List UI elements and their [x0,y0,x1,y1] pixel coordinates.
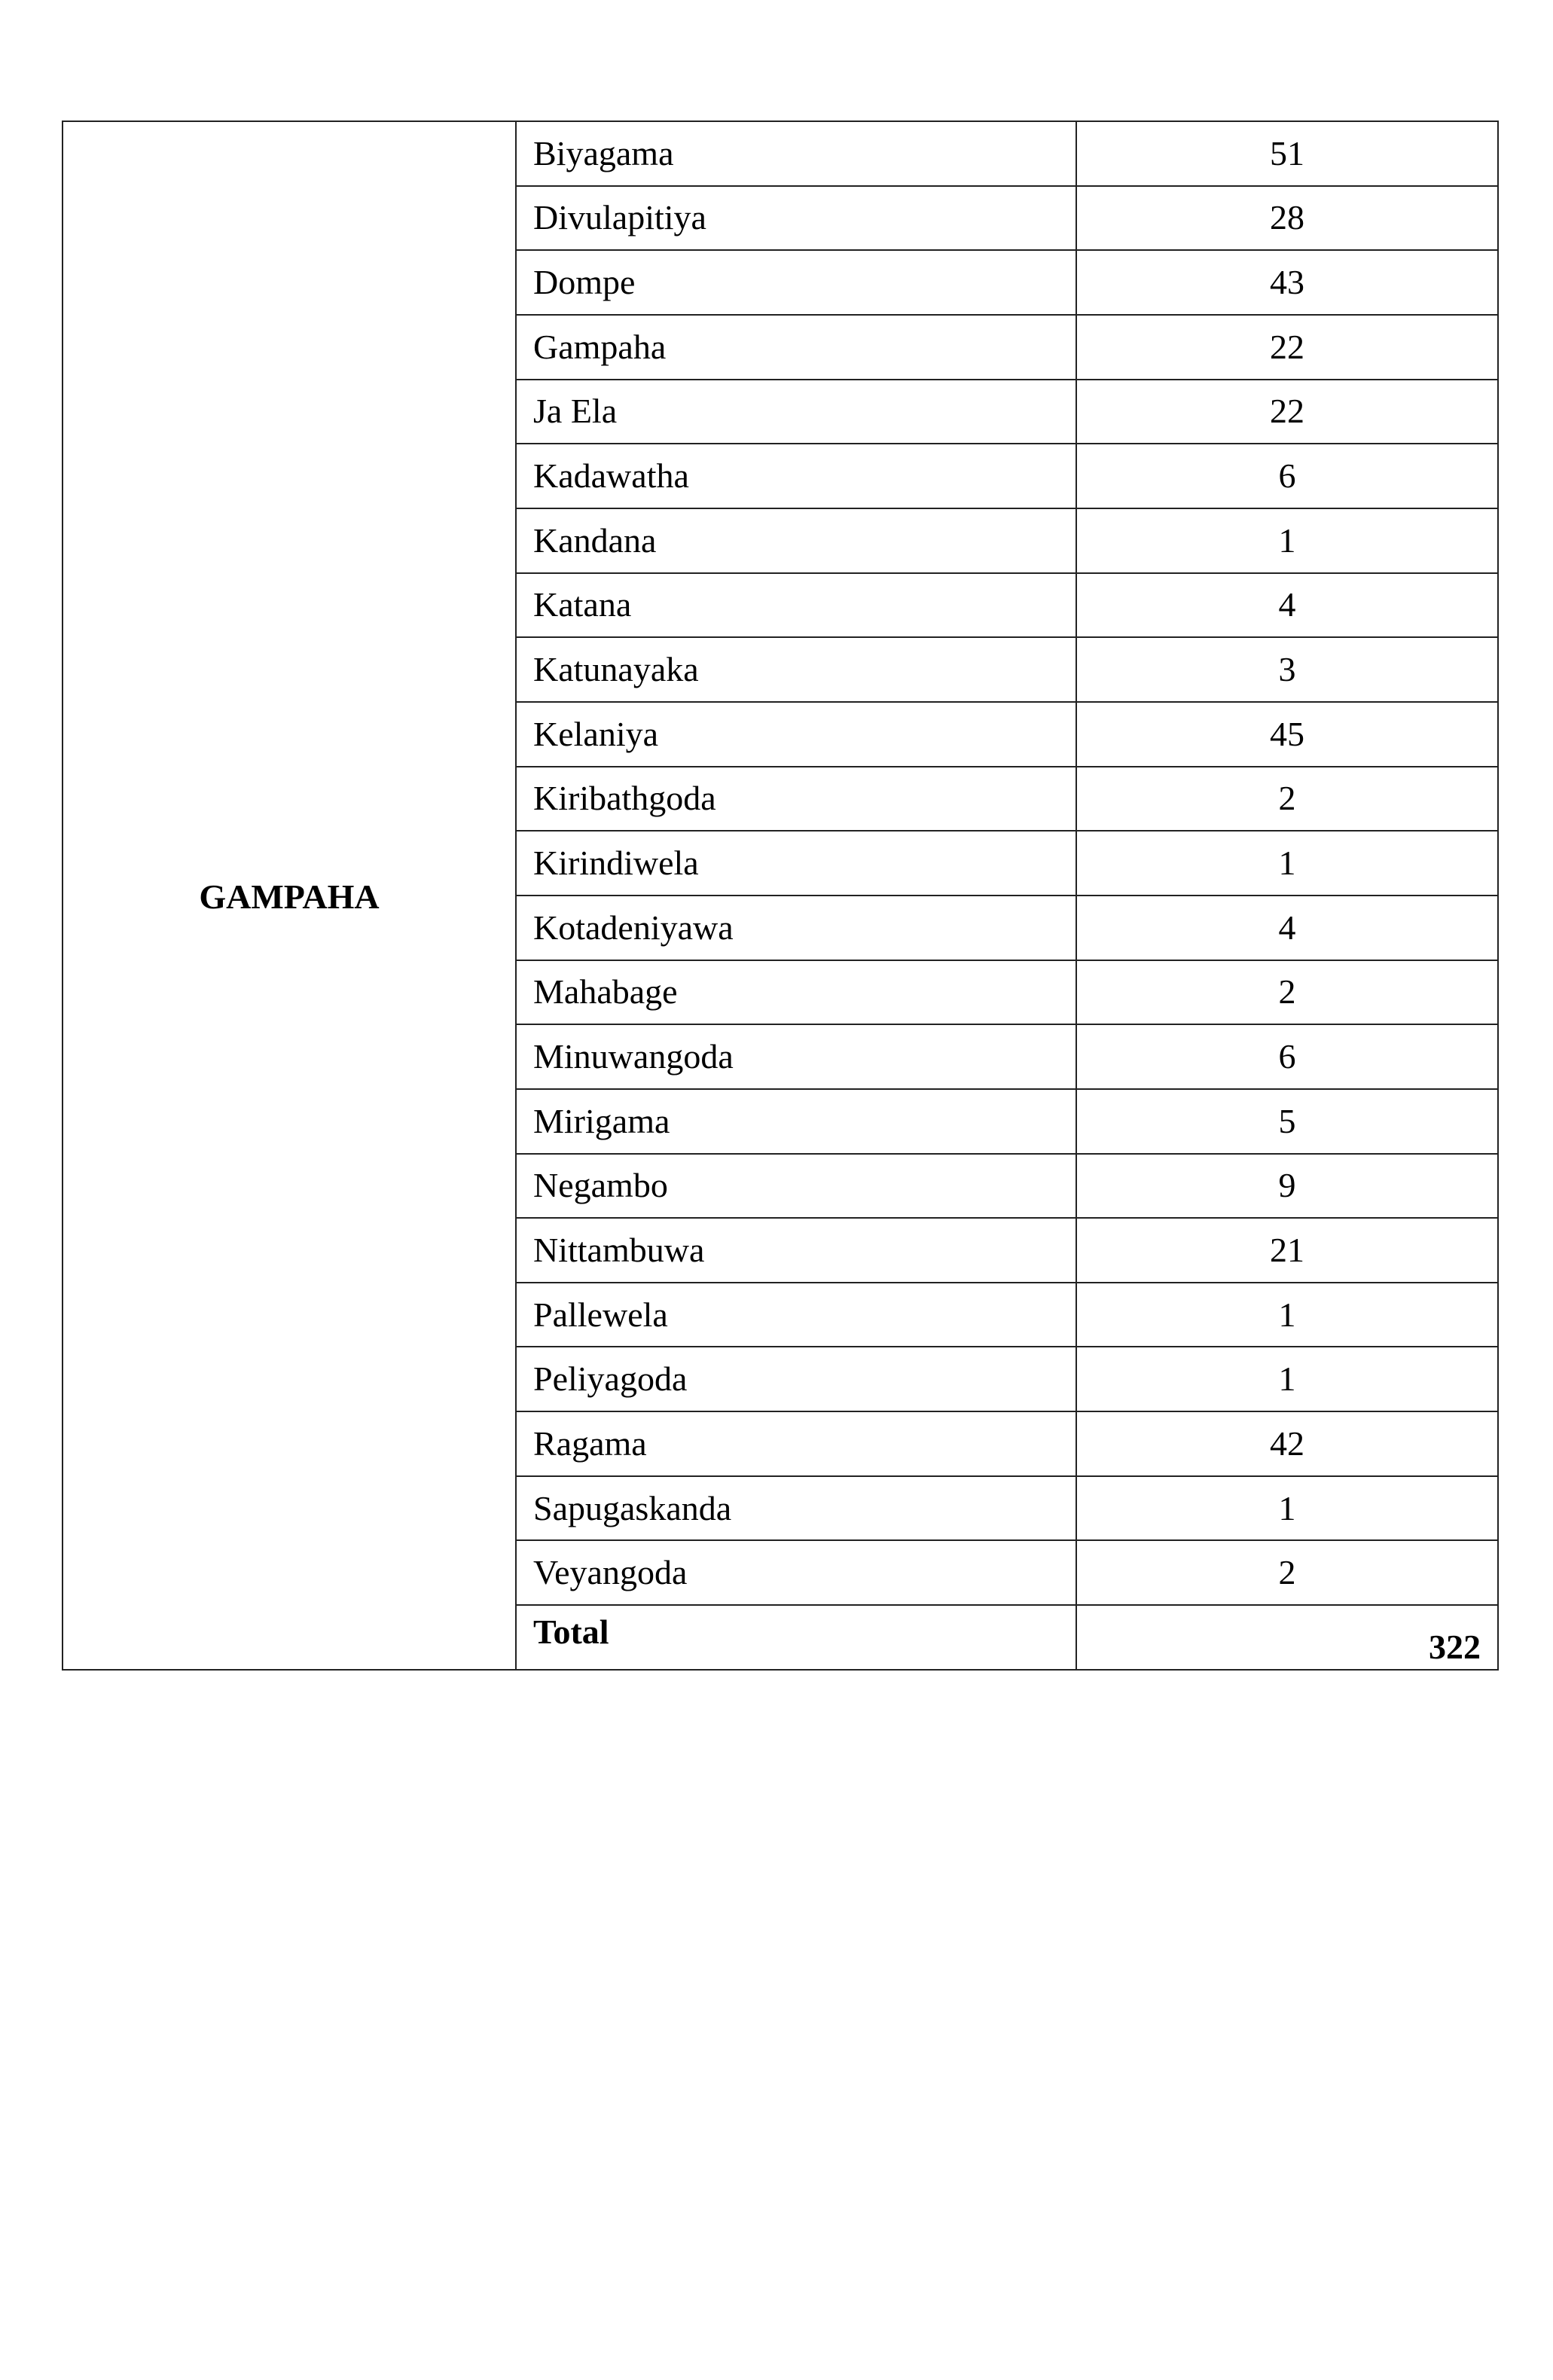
area-count: 2 [1076,767,1498,831]
area-count: 4 [1076,896,1498,960]
area-count: 1 [1076,1347,1498,1411]
area-count: 4 [1076,573,1498,638]
total-value: 322 [1076,1605,1498,1670]
area-name: Kirindiwela [516,831,1076,896]
area-name: Sapugaskanda [516,1476,1076,1541]
area-name: Biyagama [516,121,1076,186]
area-count: 2 [1076,1540,1498,1605]
area-name: Kelaniya [516,702,1076,767]
total-label: Total [516,1605,1076,1670]
area-name: Katana [516,573,1076,638]
area-count: 28 [1076,186,1498,251]
area-name: Veyangoda [516,1540,1076,1605]
area-name: Kotadeniyawa [516,896,1076,960]
district-table [62,121,1499,1671]
area-count: 21 [1076,1218,1498,1283]
area-count: 1 [1076,1283,1498,1347]
district-name: GAMPAHA [63,121,516,1670]
area-name: Mirigama [516,1089,1076,1154]
area-name: Mahabage [516,960,1076,1025]
area-name: Kiribathgoda [516,767,1076,831]
area-count: 9 [1076,1154,1498,1219]
area-count: 6 [1076,1024,1498,1089]
area-name: Divulapitiya [516,186,1076,251]
area-count: 3 [1076,637,1498,702]
area-name: Dompe [516,250,1076,315]
area-name: Kandana [516,508,1076,573]
area-name: Ragama [516,1411,1076,1476]
area-name: Negambo [516,1154,1076,1219]
area-count: 42 [1076,1411,1498,1476]
area-count: 22 [1076,315,1498,380]
area-name: Peliyagoda [516,1347,1076,1411]
area-name: Katunayaka [516,637,1076,702]
area-count: 43 [1076,250,1498,315]
area-count: 1 [1076,1476,1498,1541]
area-name: Kadawatha [516,444,1076,508]
table-row [63,121,1498,186]
area-count: 2 [1076,960,1498,1025]
area-count: 22 [1076,380,1498,444]
area-name: Nittambuwa [516,1218,1076,1283]
area-name: Ja Ela [516,380,1076,444]
area-name: Pallewela [516,1283,1076,1347]
area-name: Gampaha [516,315,1076,380]
area-count: 6 [1076,444,1498,508]
area-count: 51 [1076,121,1498,186]
area-count: 5 [1076,1089,1498,1154]
area-count: 1 [1076,508,1498,573]
area-name: Minuwangoda [516,1024,1076,1089]
table-body [63,121,1498,1670]
area-count: 1 [1076,831,1498,896]
area-count: 45 [1076,702,1498,767]
